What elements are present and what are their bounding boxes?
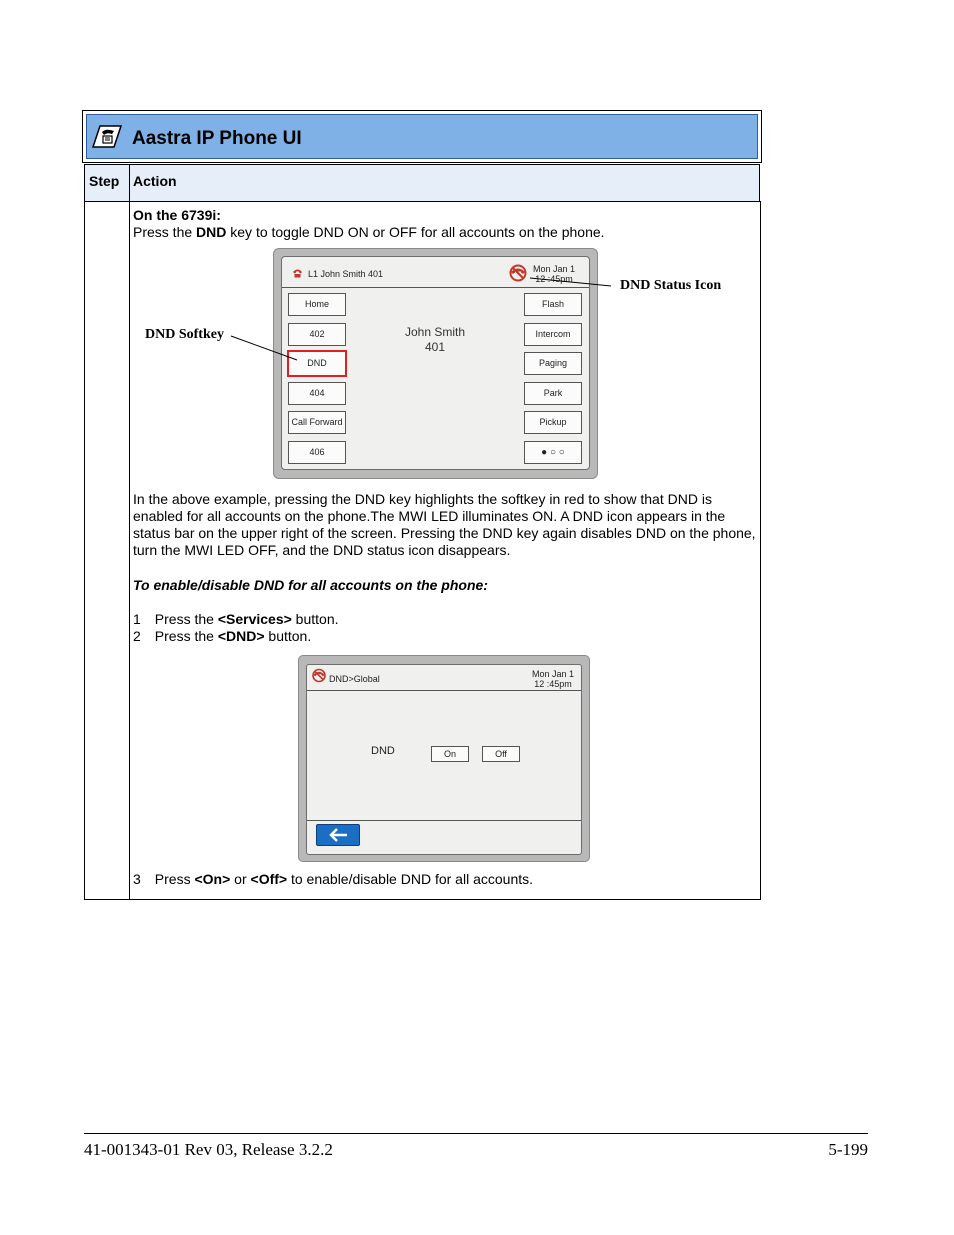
- status-breadcrumb: DND>Global: [329, 674, 380, 684]
- status-line-label: L1 John Smith 401: [308, 269, 384, 279]
- softkey-flash[interactable]: Flash: [524, 293, 582, 316]
- leader-line-dnd-status: [530, 278, 611, 286]
- center-ext: 401: [424, 340, 446, 354]
- footer-page-number: 5-199: [828, 1140, 868, 1159]
- dnd-label: DND: [371, 745, 395, 757]
- on-button[interactable]: On: [431, 746, 469, 762]
- softkey-paging[interactable]: Paging: [524, 352, 582, 375]
- callout-dnd-softkey: DND Softkey: [145, 327, 224, 342]
- softkey-intercom[interactable]: Intercom: [524, 323, 582, 346]
- arrow-left-icon: [317, 825, 359, 845]
- explanation-line: enabled for all accounts on the phone.The MWI LED illuminates ON. A DND icon appears in the: [133, 508, 726, 524]
- callout-leader-lines: [0, 0, 954, 500]
- dnd-status-icon: [311, 668, 327, 683]
- footer-rule: [84, 1133, 868, 1134]
- section-title: Aastra IP Phone UI: [132, 128, 302, 149]
- step-number: 2: [133, 628, 141, 644]
- procedure-step: 2 Press the <DND> button.: [133, 628, 312, 644]
- softkey-406[interactable]: 406: [288, 441, 346, 464]
- step-number: 3: [133, 871, 141, 887]
- explanation-line: In the above example, pressing the DND key highlights the softkey in red to show that DND is: [133, 491, 712, 507]
- softkey-pickup[interactable]: Pickup: [524, 411, 582, 434]
- status-time: 12 :45pm: [535, 274, 573, 284]
- procedure-step: 1 Press the <Services> button.: [133, 611, 339, 627]
- softkey-park[interactable]: Park: [524, 382, 582, 405]
- procedure-heading: To enable/disable DND for all accounts on the phone:: [133, 577, 488, 593]
- bottom-bar-divider: [307, 820, 581, 821]
- softkey-home[interactable]: Home: [288, 293, 346, 316]
- explanation-paragraph: [133, 491, 756, 559]
- softkey-402[interactable]: 402: [288, 323, 346, 346]
- status-time: 12 :45pm: [534, 679, 572, 689]
- column-header-action: Action: [133, 173, 177, 189]
- footer-document-id: 41-001343-01 Rev 03, Release 3.2.2: [84, 1140, 333, 1159]
- procedure-step: 3 Press <On> or <Off> to enable/disable DND for all accounts.: [133, 871, 534, 887]
- softkey-404[interactable]: 404: [288, 382, 346, 405]
- column-header-step: Step: [89, 173, 120, 189]
- back-button[interactable]: [316, 824, 360, 846]
- callout-dnd-status-icon: DND Status Icon: [620, 278, 722, 293]
- status-datetime: [532, 669, 574, 689]
- intro-line: Press the DND key to toggle DND ON or OFF for all accounts on the phone.: [133, 224, 605, 240]
- explanation-line: status bar on the upper right of the screen. Pressing the DND key again disables DND on the phone,: [133, 525, 756, 541]
- model-heading: On the 6739i:: [133, 207, 221, 223]
- page-indicator[interactable]: ● ○ ○: [524, 441, 582, 464]
- step-number: 1: [133, 611, 141, 627]
- softkey-dnd[interactable]: DND: [287, 350, 347, 377]
- leader-line-dnd-softkey: [231, 336, 297, 360]
- status-date: Mon Jan 1: [532, 669, 575, 679]
- center-name: John Smith: [404, 325, 466, 339]
- explanation-line: turn the MWI LED OFF, and the DND status icon disappears.: [133, 542, 511, 558]
- status-date: Mon Jan 1: [533, 264, 576, 274]
- off-button[interactable]: Off: [482, 746, 520, 762]
- softkey-call-forward[interactable]: Call Forward: [288, 411, 346, 434]
